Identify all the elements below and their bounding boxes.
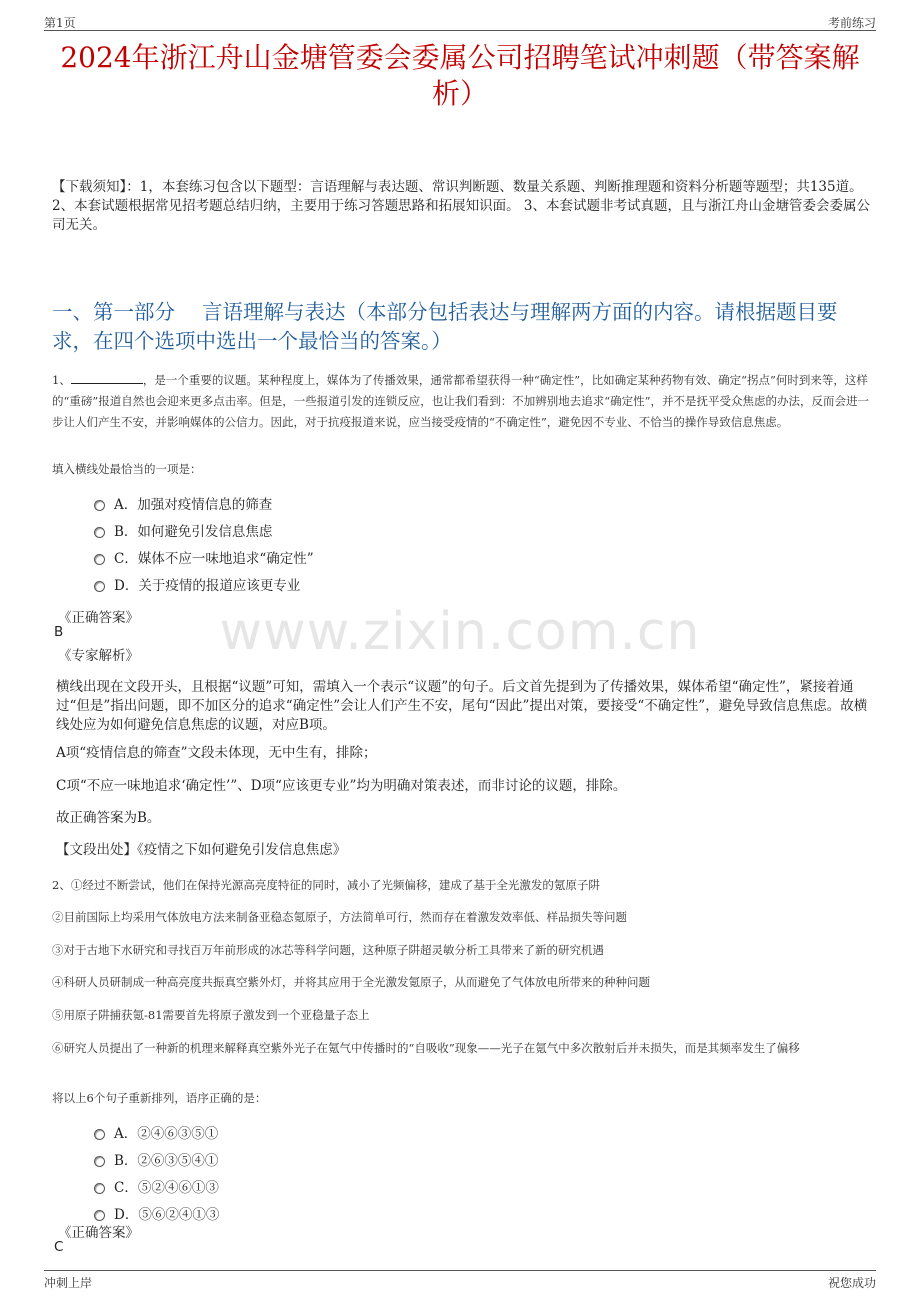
question-2-sentence [52, 875, 870, 896]
question-2-sentence: ②目前国际上均采用气体放电方法来制备亚稳态氪原子，方法简单可行，然而存在着激发效率低、样品损失等问题 [52, 910, 627, 924]
option-label: A．②④⑥③⑤① [114, 1126, 219, 1142]
question-1-prompt: 填入横线处最恰当的一项是： [52, 462, 202, 476]
radio-icon[interactable] [94, 500, 105, 511]
question-2-sentence: ④科研人员研制成一种高亮度共振真空紫外灯，并将其应用于全光激发氪原子，从而避免了气体放电所带来的种种问题 [52, 975, 650, 989]
expert-analysis-label: 《专家解析》 [58, 648, 139, 664]
question-text: ，是一个重要的议题。某种程度上，媒体为了传播效果，通常都希望获得一种“确定性”，比如确定某种药物有效、确定“拐点”何时到来等，这样的“重磅”报道自然也会迎来更多点击率。但是，一些报道引发的连锁反应，也让我们看到：不加辨别地去追求“确定性”，并不是抚平受众焦虑的办法，反而会进一步让人们产生不安，并影响媒体的公信力。因此，对于抗疫报道来说，应当接受疫情的“不确定性”，避免因不专业、不恰当的操作导致信息焦虑。 [52, 373, 870, 429]
option-label: A．加强对疫情信息的筛查 [114, 497, 273, 513]
analysis-paragraph: 横线出现在文段开头，且根据“议题”可知，需填入一个表示“议题”的句子。后文首先提到为了传播效果，媒体希望“确定性”，紧接着通过“但是”指出问题，即不加区分的追求“确定性”会让人们产生不安，尾句“因此”提出对策，要接受“不确定性”，避免导致信息焦虑。故横线处应为如何避免信息焦虑的议题，对应B项。 [56, 679, 868, 733]
analysis-paragraph: 故正确答案为B。 [56, 810, 161, 826]
q2-option-c[interactable] [94, 1177, 219, 1199]
correct-answer-label: 《正确答案》 [58, 610, 139, 626]
radio-icon[interactable] [94, 554, 105, 565]
radio-icon[interactable] [94, 1210, 105, 1221]
question-number: 1、 [52, 373, 71, 387]
question-number: 2、 [52, 878, 71, 892]
radio-icon[interactable] [94, 527, 105, 538]
option-label: C．⑤②④⑥①③ [114, 1180, 219, 1196]
page-header [44, 12, 876, 31]
source-citation: 【文段出处】《疫情之下如何避免引发信息焦虑》 [56, 842, 347, 858]
option-label: B．②⑥③⑤④① [114, 1153, 219, 1169]
q2-option-b[interactable] [94, 1150, 218, 1172]
radio-icon[interactable] [94, 581, 105, 592]
option-label: C．媒体不应一味地追求“确定性” [114, 551, 314, 567]
correct-answer-label: 《正确答案》 [58, 1225, 139, 1241]
document-title: 2024年浙江舟山金塘管委会委属公司招聘笔试冲刺题（带答案解析） [60, 41, 860, 110]
radio-icon[interactable] [94, 1156, 105, 1167]
q1-option-c[interactable] [94, 548, 314, 570]
correct-answer: C [54, 1239, 64, 1255]
option-label: D．⑤⑥②④①③ [114, 1207, 220, 1223]
option-label: B．如何避免引发信息焦虑 [114, 524, 273, 540]
question-2-prompt: 将以上6个句子重新排列，语序正确的是： [52, 1091, 267, 1105]
page-number: 第1页 [44, 16, 76, 30]
analysis-paragraph: C项“不应一味地追求‘确定性’”、D项“应该更专业”均为明确对策表述，而非讨论的议题，排除。 [56, 778, 627, 794]
watermark: www.zixin.com.cn [219, 602, 701, 662]
q1-option-d[interactable] [94, 575, 300, 597]
analysis-paragraph: A项“疫情信息的筛查”文段未体现，无中生有，排除； [56, 745, 377, 761]
q1-option-a[interactable] [94, 494, 272, 516]
question-2-sentence: ⑤用原子阱捕获氪-81需要首先将原子激发到一个亚稳量子态上 [52, 1008, 370, 1022]
footer-right-text: 祝您成功 [827, 1276, 876, 1290]
radio-icon[interactable] [94, 1183, 105, 1194]
option-label: D．关于疫情的报道应该更专业 [114, 578, 301, 594]
question-2-sentence: ⑥研究人员提出了一种新的机理来解释真空紫外光子在氪气中传播时的“自吸收”现象——光子在氪气中多次散射后并未损失，而是其频率发生了偏移 [52, 1041, 800, 1055]
download-notice: 【下载须知】：1，本套练习包含以下题型：言语理解与表达题、常识判断题、数量关系题、判断推理题和资料分析题等题型；共135道。 2、本套试题根据常见招考题总结归纳，主要用于练习答题思路和拓展知识面。 3、本套试题非考试真题，且与浙江舟山金塘管委会委属公司无关。 [52, 179, 870, 233]
fill-blank [71, 371, 143, 384]
question-2-sentence: ③对于古地下水研究和寻找百万年前形成的冰芯等科学问题，这种原子阱超灵敏分析工具带来了新的研究机遇 [52, 943, 604, 957]
sentence-text: ①经过不断尝试，他们在保持光源高亮度特征的同时，减小了光频偏移，建成了基于全光激发的氪原子阱 [70, 878, 600, 892]
q2-option-a[interactable] [94, 1123, 218, 1145]
page-footer [44, 1270, 876, 1291]
section-heading: 一、第一部分 言语理解与表达（本部分包括表达与理解两方面的内容。请根据题目要求，在四个选项中选出一个最恰当的答案。） [52, 300, 838, 353]
correct-answer: B [54, 624, 64, 640]
footer-left-text: 冲刺上岸 [44, 1276, 93, 1290]
q1-option-b[interactable] [94, 521, 272, 543]
radio-icon[interactable] [94, 1129, 105, 1140]
header-tag: 考前练习 [827, 16, 876, 30]
question-1-stem [52, 370, 870, 433]
